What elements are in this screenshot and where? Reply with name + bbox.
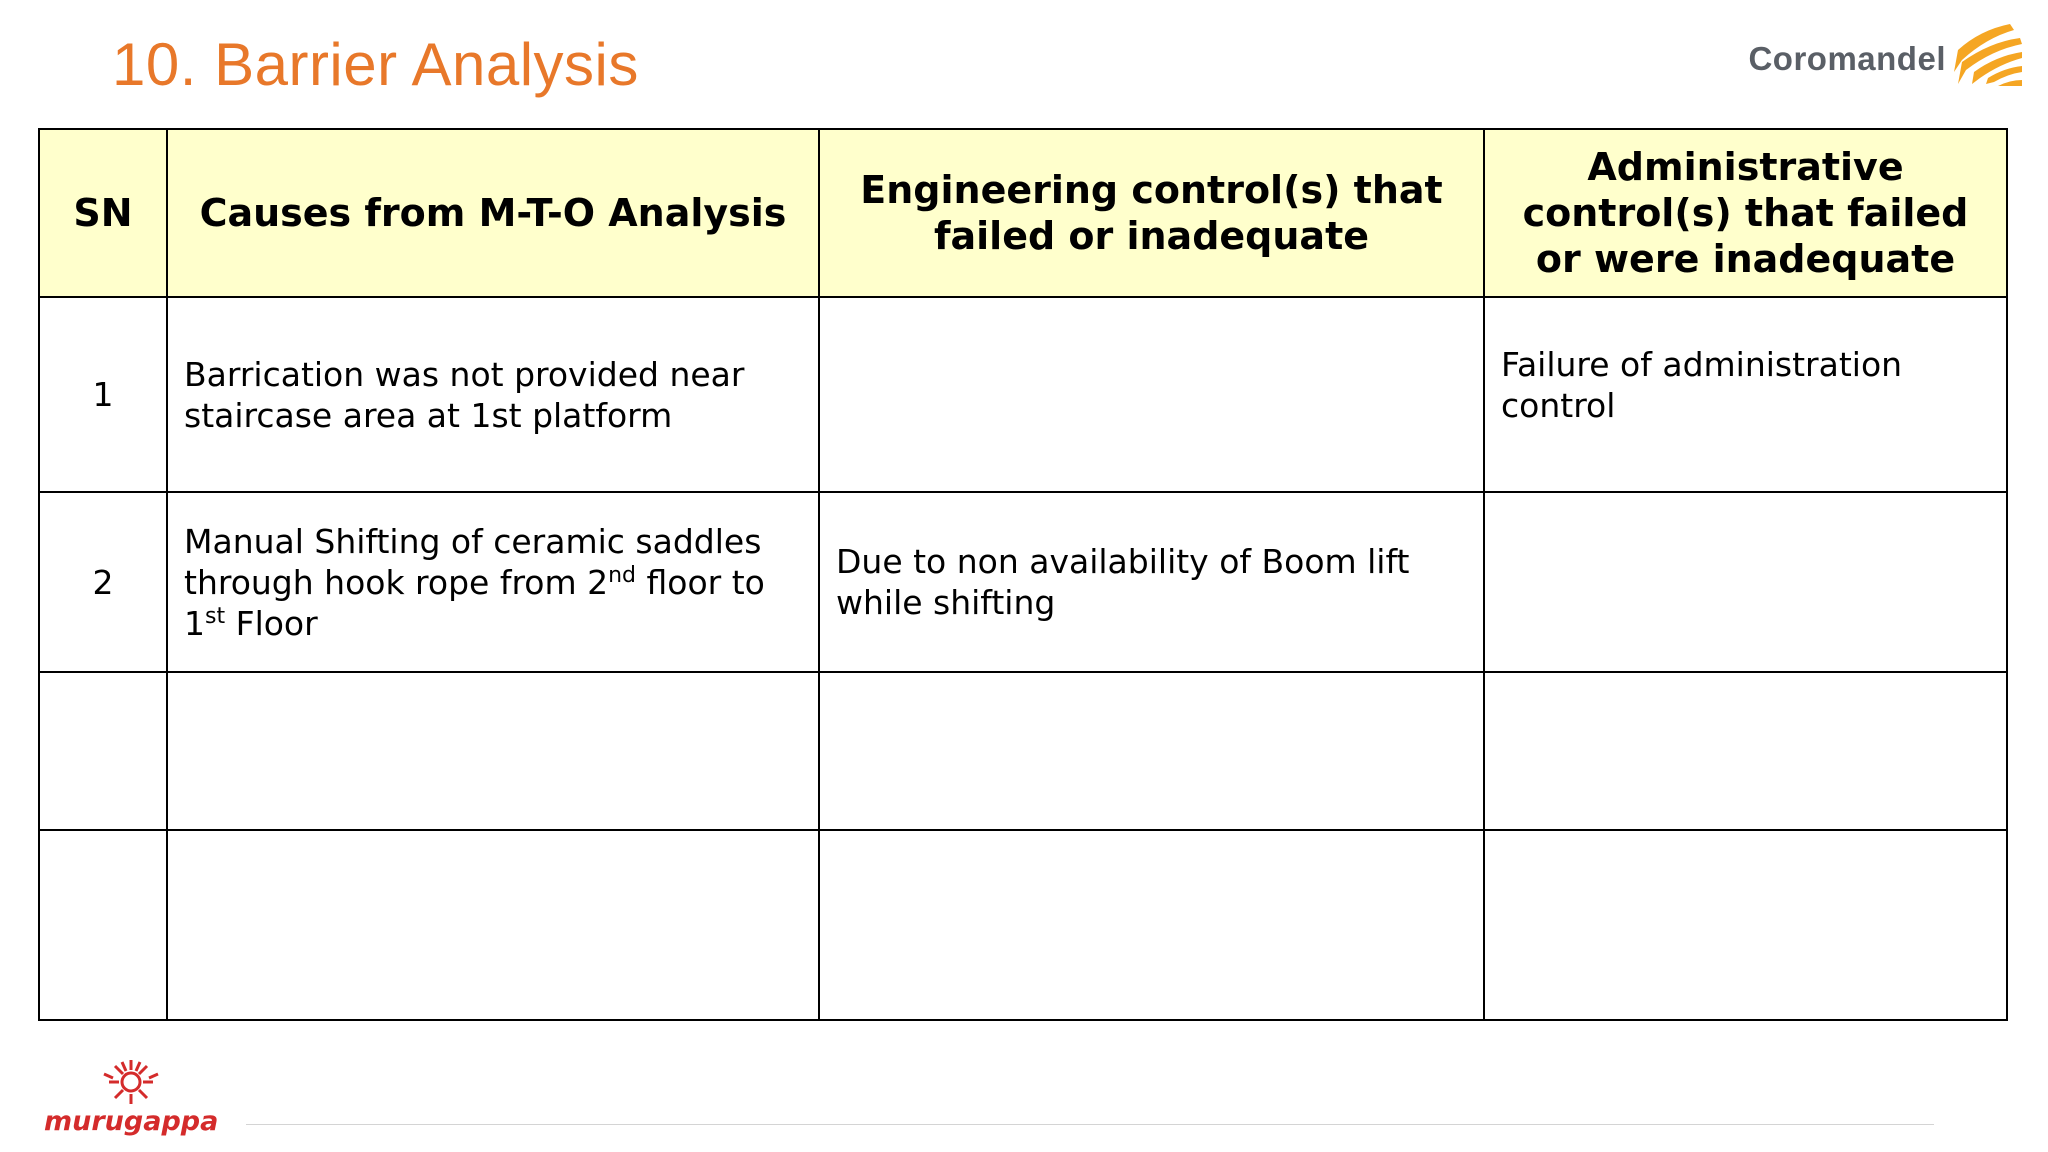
row-cause-cell bbox=[167, 492, 819, 672]
cause-superscript: st bbox=[205, 603, 226, 629]
page-title: 10. Barrier Analysis bbox=[112, 31, 639, 98]
sunrise-rays-icon bbox=[1950, 22, 2024, 88]
row-engineering-cell bbox=[819, 672, 1484, 830]
row-engineering-cell bbox=[819, 830, 1484, 1020]
row-sn-cell bbox=[39, 672, 167, 830]
flower-emblem-icon bbox=[96, 1058, 166, 1108]
header-sn: SN bbox=[39, 129, 167, 297]
cause-superscript: nd bbox=[608, 562, 637, 588]
row-administrative-cell bbox=[1484, 830, 2007, 1020]
row-engineering-cell bbox=[819, 297, 1484, 492]
row-sn-cell: 2 bbox=[39, 492, 167, 672]
brand-name: Coromandel bbox=[1748, 40, 1946, 77]
row-administrative-cell: Failure of administration control bbox=[1484, 297, 2007, 492]
table-row bbox=[39, 492, 2007, 672]
row-cause-cell: Barrication was not provided near staircase area at 1st platform bbox=[167, 297, 819, 492]
header-causes: Causes from M-T-O Analysis bbox=[167, 129, 819, 297]
coromandel-logo bbox=[1748, 22, 2024, 88]
row-administrative-cell bbox=[1484, 672, 2007, 830]
header-administrative: Administrative control(s) that failed or were inadequate bbox=[1484, 129, 2007, 297]
murugappa-logo bbox=[44, 1058, 218, 1137]
row-sn-cell bbox=[39, 830, 167, 1020]
table-row bbox=[39, 830, 2007, 1020]
row-cause-cell bbox=[167, 672, 819, 830]
row-engineering-cell: Due to non availability of Boom lift while shifting bbox=[819, 492, 1484, 672]
header-engineering: Engineering control(s) that failed or inadequate bbox=[819, 129, 1484, 297]
table-row bbox=[39, 672, 2007, 830]
cause-text-part: Manual Shifting of ceramic saddles through hook rope from 2 bbox=[184, 521, 762, 602]
table-header-row bbox=[39, 129, 2007, 297]
table-row bbox=[39, 297, 2007, 492]
cause-text-part: Floor bbox=[225, 603, 318, 643]
barrier-analysis-table bbox=[38, 128, 2008, 1021]
footer-divider bbox=[246, 1124, 1934, 1125]
cause-text-part: floor to 1 bbox=[184, 562, 765, 643]
footer-brand-name: murugappa bbox=[44, 1106, 219, 1137]
row-cause-cell bbox=[167, 830, 819, 1020]
row-sn-cell: 1 bbox=[39, 297, 167, 492]
row-administrative-cell bbox=[1484, 492, 2007, 672]
